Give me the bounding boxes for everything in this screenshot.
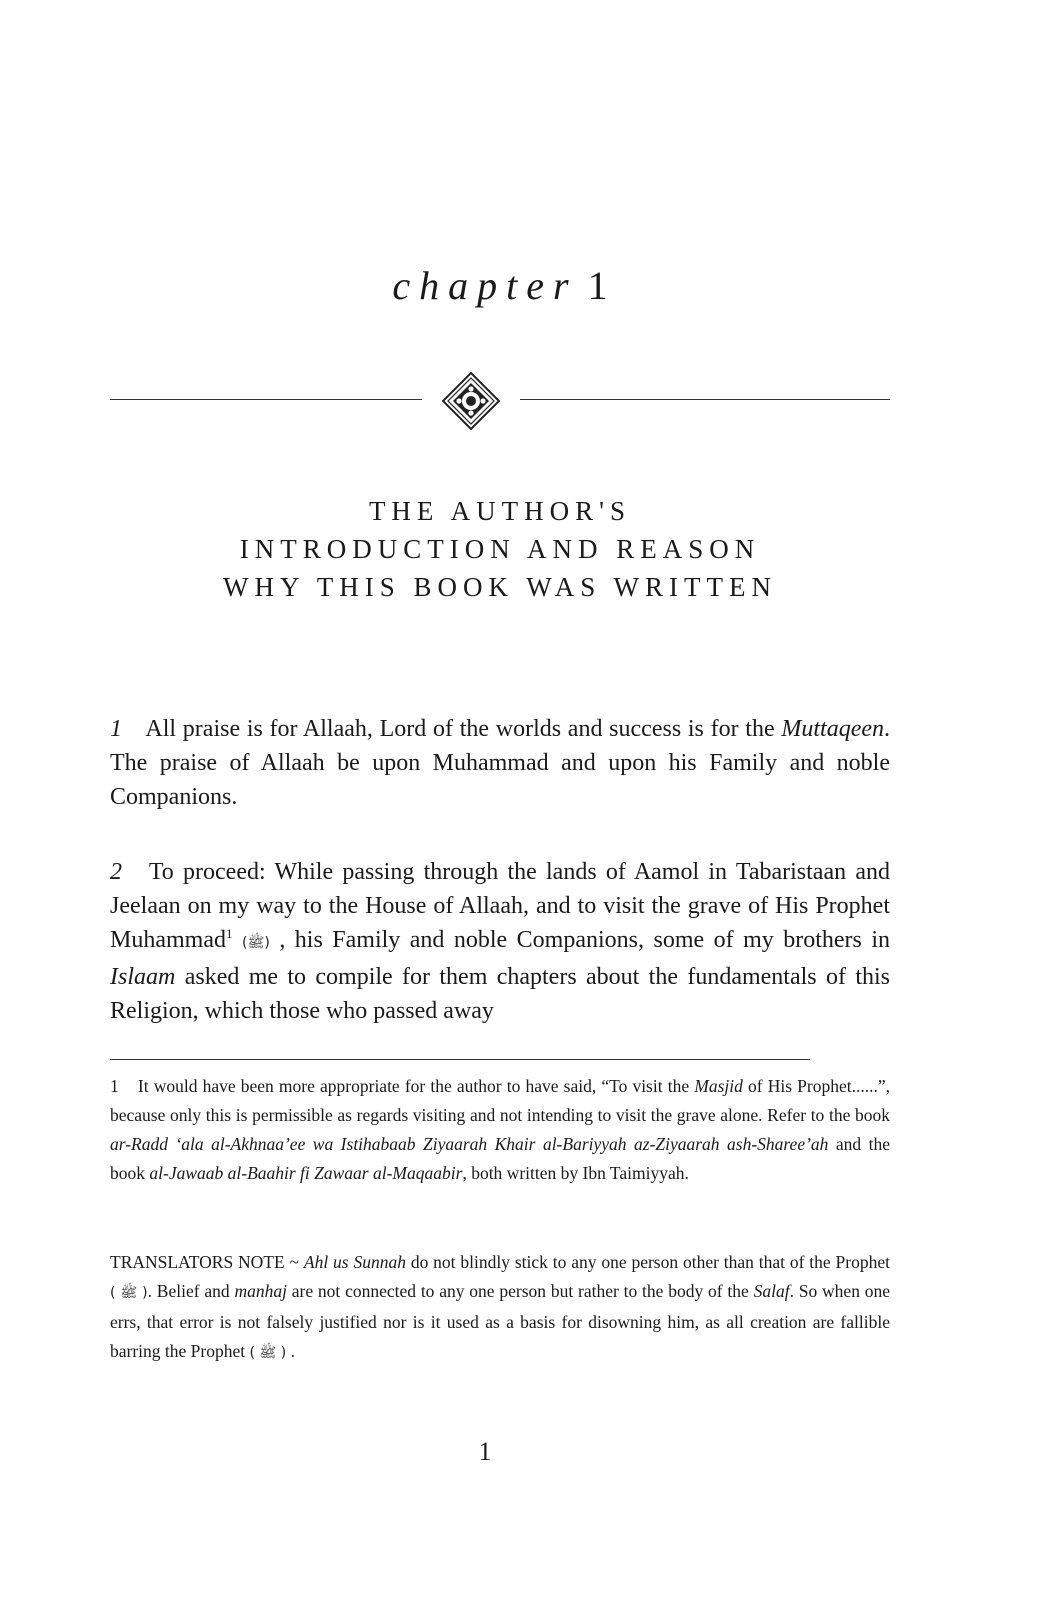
chapter-ornament-divider bbox=[110, 372, 890, 412]
divider-line-left bbox=[110, 399, 422, 400]
chapter-title-line-1: THE AUTHOR'S bbox=[368, 496, 632, 526]
paragraph-text: , his Family and noble Companions, some of my brothers in bbox=[279, 927, 891, 953]
paragraph-number: 1 bbox=[110, 716, 122, 742]
paragraph-2 bbox=[110, 855, 890, 1028]
paragraph-text: . The praise of Allaah be upon Muhammad and upon his Family and noble Companions. bbox=[110, 716, 891, 810]
honorific-glyph: ( ﷺ ) bbox=[110, 1285, 148, 1301]
honorific-glyph: ( ﷺ ) bbox=[249, 1345, 287, 1361]
footnote-number: 1 bbox=[110, 1076, 119, 1096]
page-number: 1 bbox=[478, 1437, 492, 1466]
translators-note bbox=[110, 1248, 890, 1368]
book-title-2: al-Jawaab al-Baahir fi Zawaar al-Maqaabir bbox=[149, 1163, 463, 1183]
note-text: are not connected to any one person but rather to the body of the bbox=[291, 1281, 749, 1301]
book-title-1: ar-Radd ‘ala al-Akhnaa’ee wa Istihabaab Ziyaarah Khair al-Bariyyah az-Ziyaarah ash-Sharee’ah bbox=[110, 1134, 829, 1154]
chapter-title-line-2: INTRODUCTION AND REASON bbox=[239, 534, 761, 564]
term-ahl-us-sunnah: Ahl us Sunnah bbox=[303, 1252, 406, 1272]
term-masjid: Masjid bbox=[694, 1076, 743, 1096]
term-salaf: Salaf bbox=[753, 1281, 790, 1301]
paragraph-number: 2 bbox=[110, 859, 122, 885]
chapter-title bbox=[0, 492, 1000, 606]
note-text: do not blindly stick to any one person other than that of the Prophet bbox=[410, 1252, 890, 1272]
chapter-label: chapter bbox=[392, 263, 578, 308]
chapter-title-line-3: WHY THIS BOOK WAS WRITTEN bbox=[223, 572, 777, 602]
term-muttaqeen: Muttaqeen bbox=[781, 716, 885, 742]
note-label: TRANSLATORS NOTE ~ bbox=[110, 1252, 300, 1272]
chapter-number: 1 bbox=[587, 263, 608, 308]
divider-line-right bbox=[520, 399, 890, 400]
footnote-1 bbox=[110, 1072, 890, 1188]
term-islaam: Islaam bbox=[110, 964, 176, 990]
note-text: . So when one errs, that error is not falsely justified nor is it used as a basis for disowning him, as all creation are fallible barring the Prophet bbox=[110, 1281, 891, 1361]
note-text: . bbox=[290, 1341, 295, 1361]
term-manhaj: manhaj bbox=[234, 1281, 287, 1301]
diamond-ornament-icon bbox=[442, 372, 500, 430]
chapter-heading bbox=[0, 262, 1000, 309]
honorific-glyph: (ﷺ) bbox=[241, 935, 270, 951]
paragraph-text: All praise is for Allaah, Lord of the worlds and success is for the bbox=[145, 716, 775, 742]
paragraph-1 bbox=[110, 712, 890, 814]
footnote-text: of His Prophet......”, because only this is permissible as regards visiting and not intending to visit the grave alone. Refer to the book bbox=[110, 1076, 891, 1125]
footnote-reference: 1 bbox=[225, 926, 233, 941]
note-text: . Belief and bbox=[147, 1281, 230, 1301]
paragraph-text: To proceed: While passing through the lands of Aamol in Tabaristaan and Jeelaan on my way to the House of Allaah, and to visit the grave of His Prophet Muhammad bbox=[110, 859, 890, 953]
footnote-text: It would have been more appropriate for the author to have said, “To visit the bbox=[137, 1076, 690, 1096]
footnote-text: , both written by Ibn Taimiyyah. bbox=[462, 1163, 689, 1183]
paragraph-text: asked me to compile for them chapters about the fundamentals of this Religion, which those who passed away bbox=[110, 964, 890, 1024]
footnote-text: and the book bbox=[110, 1134, 890, 1183]
footnote-separator bbox=[110, 1059, 810, 1060]
